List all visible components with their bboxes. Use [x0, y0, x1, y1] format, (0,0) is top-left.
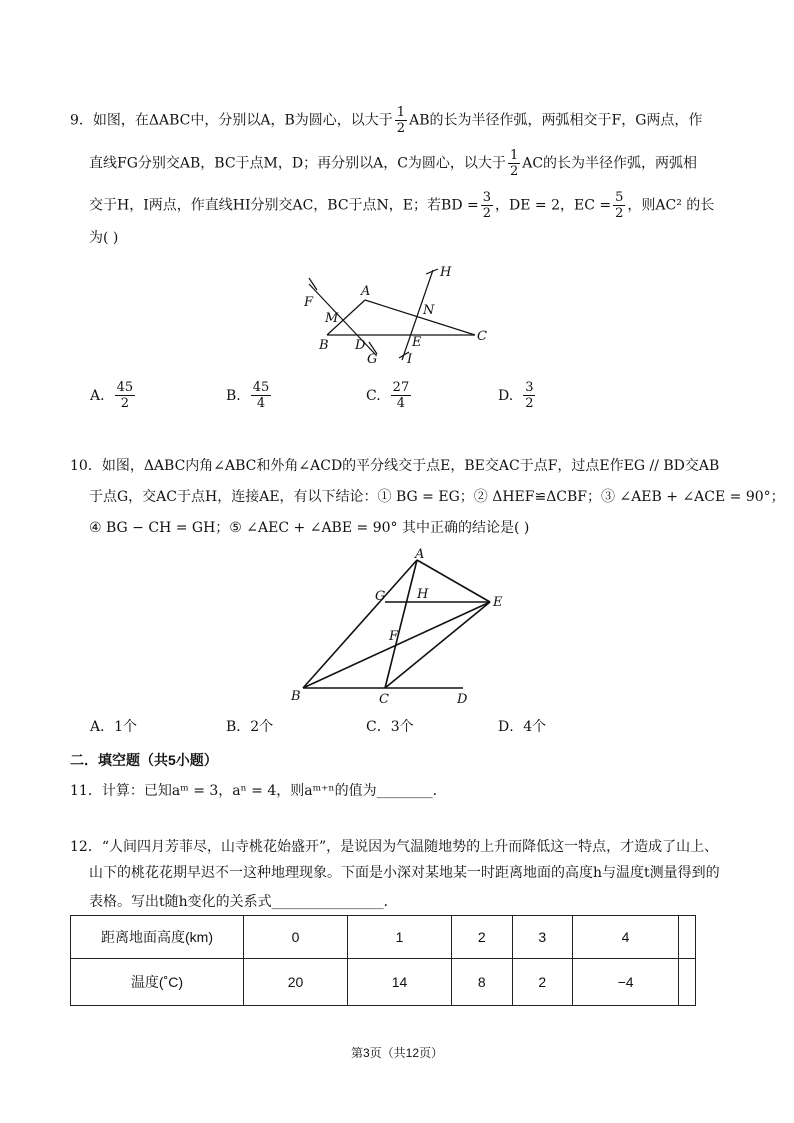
fig9-label-m: M: [325, 311, 339, 326]
fig10-label-g: G: [375, 589, 386, 604]
fig10-label-c: C: [379, 692, 389, 707]
segment-ac: [385, 560, 417, 688]
q9-line-4: 为( ): [89, 230, 119, 246]
segment-ce: [385, 602, 490, 688]
q9-option-c[interactable]: C. $\frac{27}{4}$: [366, 380, 410, 411]
q9-text-1b: AB的长为半径作弧，两弧相交于F，G两点，作: [409, 112, 703, 129]
fig10-label-b: B: [291, 689, 301, 704]
fig9-label-a: A: [361, 284, 371, 299]
q10-figure: [285, 548, 515, 708]
page-footer: 第3页（共12页）: [350, 1046, 444, 1060]
fig9-label-h: H: [440, 265, 452, 280]
q10-option-b[interactable]: B．2个: [226, 719, 274, 735]
q10-option-d[interactable]: D．4个: [498, 719, 547, 735]
height-temperature-table: [70, 915, 696, 1006]
segment-be: [303, 602, 490, 688]
fig10-label-h: H: [417, 587, 429, 602]
q10-line-1: 10．如图，ΔABC内角∠ABC和外角∠ACD的平分线交于点E，BE交AC于点F，过点E作EG // BD交AB: [70, 458, 720, 474]
q9-option-b[interactable]: B. $\frac{45}{4}$: [226, 380, 270, 411]
q9-figure: [295, 262, 495, 372]
table-row: 距离地面高度(km) 0 1 2 3 4: [71, 916, 696, 959]
q9-text-1a: 9．如图，在ΔABC中，分别以A，B为圆心，以大于: [70, 112, 393, 129]
q10-line-2: 于点G，交AC于点H，连接AE，有以下结论：① BG = EG；② ΔHEF≌ΔCBF；③ ∠AEB + ∠ACE = 90°；: [89, 489, 785, 505]
segment-ac: [365, 300, 475, 335]
q9-text-3c: ，则AC² 的长: [627, 197, 715, 214]
table-row: 温度(˚C) 20 14 8 2 −4: [71, 959, 696, 1006]
fig9-label-c: C: [477, 329, 487, 344]
half-fraction: $\frac{1}{2}$: [396, 105, 406, 136]
q9-line-3: [89, 190, 714, 221]
fig9-label-d: D: [355, 338, 366, 353]
fig9-label-f: F: [304, 295, 314, 310]
half-fraction-2: $\frac{1}{2}$: [509, 148, 519, 179]
q10-option-c[interactable]: C．3个: [366, 719, 414, 735]
section-heading: 二．填空题（共5小题）: [70, 752, 218, 768]
q11-text: 11．计算：已知aᵐ = 3，aⁿ = 4，则aᵐ⁺ⁿ的值为________．: [70, 783, 447, 799]
segment-ba: [303, 560, 417, 688]
q12-line-1: 12．“人间四月芳菲尽，山寺桃花始盛开”，是说因为气温随地势的上升而降低这一特点，才造成了山上、: [70, 839, 719, 855]
fig10-label-f: F: [389, 629, 399, 644]
bd-fraction: $\frac{3}{2}$: [482, 190, 492, 221]
fig9-label-b: B: [319, 338, 329, 353]
fig10-label-a: A: [415, 548, 425, 562]
q9-option-d[interactable]: D. $\frac{3}{2}$: [498, 380, 534, 411]
q10-line-3: ④ BG − CH = GH；⑤ ∠AEC + ∠ABE = 90° 其中正确的结论是( ): [89, 520, 530, 536]
q9-line-1: [70, 105, 702, 136]
q12-line-2: 山下的桃花花期早迟不一这种地理现象。下面是小深对某地某一时距离地面的高度h与温度t测量得到的: [89, 865, 720, 881]
q9-text-3b: ，DE = 2，EC =: [495, 197, 612, 214]
q9-text-2b: AC的长为半径作弧，两弧相: [522, 155, 698, 172]
fig9-label-g: G: [367, 352, 378, 367]
q10-option-a[interactable]: A．1个: [90, 719, 138, 735]
q12-line-3: 表格。写出t随h变化的关系式________________．: [89, 894, 398, 910]
q9-line-2: [89, 148, 697, 179]
q9-option-a[interactable]: A. $\frac{45}{2}$: [90, 380, 134, 411]
fig10-label-e: E: [493, 595, 503, 610]
q9-text-3a: 交于H，I两点，作直线HI分别交AC，BC于点N，E；若BD =: [89, 197, 479, 214]
ec-fraction: $\frac{5}{2}$: [615, 190, 624, 221]
fig9-label-n: N: [423, 303, 435, 318]
q9-text-2a: 直线FG分别交AB，BC于点M，D；再分别以A，C为圆心，以大于: [89, 155, 506, 172]
fig9-label-e: E: [412, 335, 422, 350]
fig10-label-d: D: [457, 692, 468, 707]
fig9-label-i: I: [407, 352, 413, 367]
